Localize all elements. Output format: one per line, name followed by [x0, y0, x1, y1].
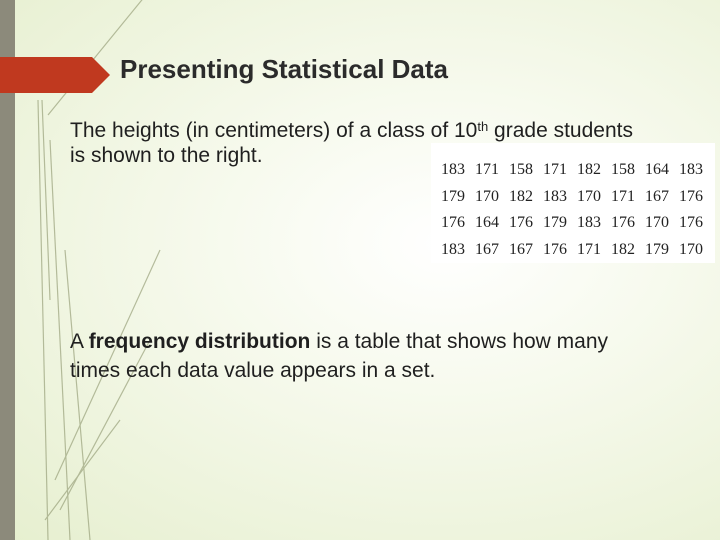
table-cell: 171	[577, 240, 601, 258]
table-cell: 170	[679, 240, 703, 258]
table-cell: 171	[611, 187, 635, 205]
table-cell: 182	[611, 240, 635, 258]
table-row	[436, 184, 708, 211]
table-cell: 179	[543, 214, 567, 232]
table-row	[436, 210, 708, 237]
table-cell: 179	[441, 187, 465, 205]
intro-text-start: The heights (in centimeters) of a class of 10	[70, 119, 478, 142]
table-cell: 167	[509, 240, 533, 258]
definition-text: is a table that shows how many times each data value appears in a set.	[70, 330, 609, 382]
table-cell: 182	[509, 187, 533, 205]
table-row	[436, 237, 708, 264]
slide-title: Presenting Statistical Data	[120, 54, 448, 84]
table-cell: 176	[509, 214, 533, 232]
table-cell: 183	[543, 187, 567, 205]
table-cell: 183	[679, 161, 703, 179]
table-cell: 176	[441, 214, 465, 232]
definition-paragraph	[70, 327, 650, 385]
table-cell: 167	[475, 240, 499, 258]
ordinal-superscript: th	[477, 119, 489, 134]
table-cell: 171	[543, 161, 567, 179]
intro-text-end: grade students is shown to the right.	[70, 119, 633, 167]
table-cell: 183	[441, 161, 465, 179]
table-cell: 183	[441, 240, 465, 258]
table-row	[436, 157, 708, 184]
table-cell: 164	[475, 214, 499, 232]
table-cell: 170	[475, 187, 499, 205]
title-arrow-shape	[0, 57, 110, 93]
table-cell: 170	[645, 214, 669, 232]
heights-data-table	[431, 143, 715, 263]
definition-prefix: A	[70, 330, 89, 353]
table-cell: 176	[679, 214, 703, 232]
table-cell: 170	[577, 187, 601, 205]
table-cell: 176	[679, 187, 703, 205]
table-cell: 167	[645, 187, 669, 205]
table-cell: 182	[577, 161, 601, 179]
table-cell: 158	[509, 161, 533, 179]
table-cell: 158	[611, 161, 635, 179]
table-cell: 164	[645, 161, 669, 179]
table-cell: 176	[611, 214, 635, 232]
table-cell: 176	[543, 240, 567, 258]
definition-term: frequency distribution	[88, 330, 311, 353]
table-cell: 179	[645, 240, 669, 258]
table-cell: 183	[577, 214, 601, 232]
table-cell: 171	[475, 161, 499, 179]
